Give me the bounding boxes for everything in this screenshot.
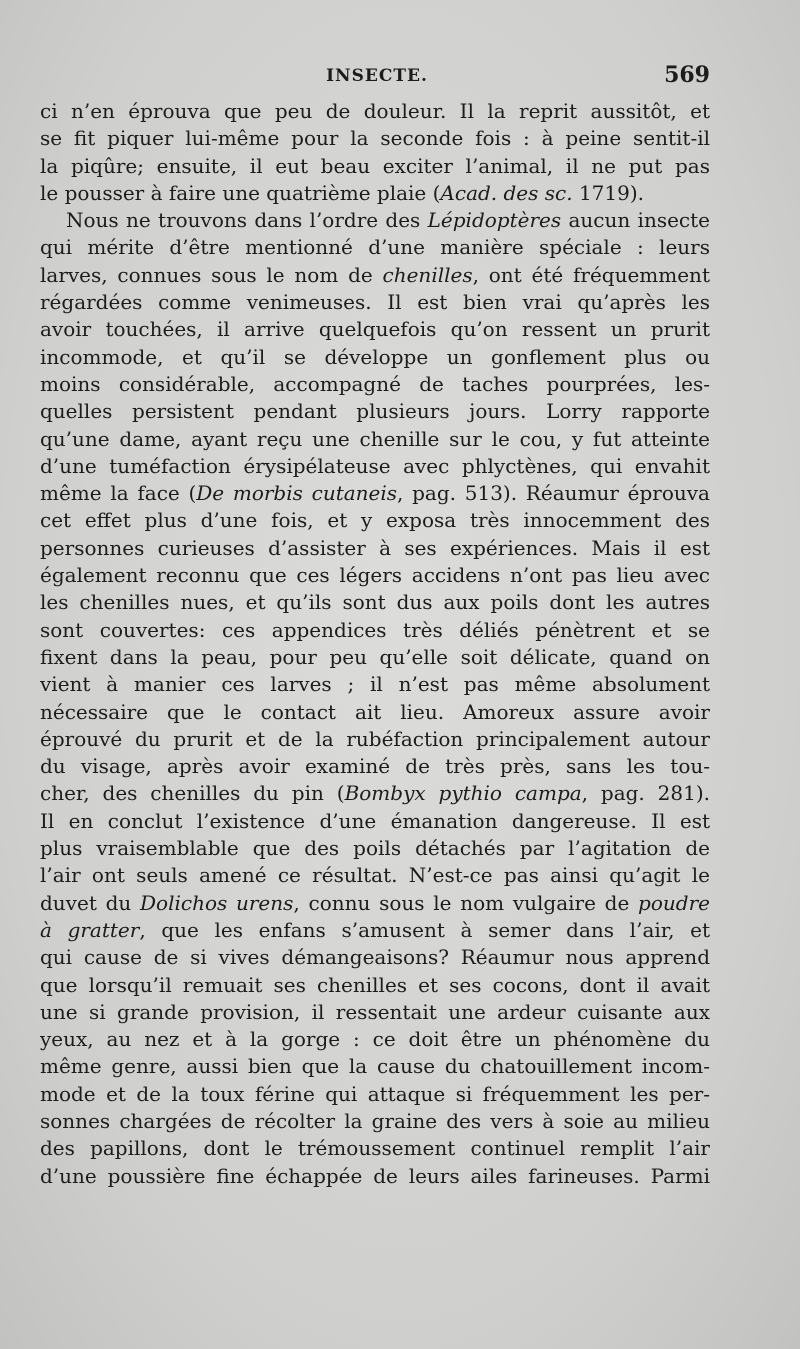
text-span: éprouvé du prurit et de la rubéfaction principalement autour (40, 726, 710, 751)
text-line (40, 671, 710, 698)
italic-text: à gratter (40, 917, 140, 942)
text-span: qu’une dame, ayant reçu une chenille sur le cou, y fut atteinte (40, 426, 710, 451)
italic-text: chenilles (382, 262, 473, 287)
text-line (40, 617, 710, 644)
text-line (40, 780, 710, 807)
text-span: mode et de la toux férine qui attaque si fréquemment les per- (40, 1081, 710, 1106)
text-span: l’air ont seuls amené ce résultat. N’est-ce pas ainsi qu’agit le (40, 863, 710, 888)
text-span: vient à manier ces larves ; il n’est pas même absolument (40, 672, 710, 697)
italic-text: Dolichos urens (140, 890, 294, 915)
text-line (40, 699, 710, 726)
text-line (40, 862, 710, 889)
text-line (40, 535, 710, 562)
text-span: régardées comme venimeuses. Il est bien vrai qu’après les (40, 290, 710, 315)
text-span: moins considérable, accompagné de taches pourprées, les- (40, 371, 710, 396)
text-span: duvet du (40, 890, 140, 915)
text-line (40, 944, 710, 971)
text-line (40, 589, 710, 616)
text-line (40, 917, 710, 944)
text-line (40, 153, 710, 180)
italic-text: De morbis cutaneis (196, 481, 398, 506)
text-span: incommode, et qu’il se développe un gonflement plus ou (40, 344, 710, 369)
text-line (40, 316, 710, 343)
text-span: , que les enfans s’amusent à semer dans l’air, et (139, 917, 710, 942)
text-span: , pag. 513). Réaumur éprouva (397, 481, 710, 506)
text-span: également reconnu que ces légers accidens n’ont pas lieu avec (40, 563, 710, 588)
text-span: cet effet plus d’une fois, et y exposa très innocemment des (40, 508, 710, 533)
page-number: 569 (664, 62, 710, 88)
text-line (40, 398, 710, 425)
text-span: , ont été fréquemment (472, 262, 710, 287)
text-span: une si grande provision, il ressentait une ardeur cuisante aux (40, 999, 710, 1024)
text-line (40, 808, 710, 835)
text-line (40, 644, 710, 671)
text-span: 1719). (572, 180, 645, 205)
italic-text: Lépidoptères (427, 208, 562, 233)
text-line (40, 1026, 710, 1053)
text-span: du visage, après avoir examiné de très près, sans les tou- (40, 754, 710, 779)
text-span: même genre, aussi bien que la cause du chatouillement incom- (40, 1054, 710, 1079)
text-line (40, 1108, 710, 1135)
text-span: yeux, au nez et à la gorge : ce doit être un phénomène du (40, 1027, 710, 1052)
text-span: le pousser à faire une quatrième plaie ( (40, 180, 441, 205)
text-span: des papillons, dont le trémoussement continuel remplit l’air (40, 1136, 710, 1161)
text-span: les chenilles nues, et qu’ils sont dus aux poils dont les autres (40, 590, 710, 615)
text-span: larves, connues sous le nom de (40, 262, 383, 287)
italic-text: Acad. des sc. (440, 180, 573, 205)
text-span: que lorsqu’il remuait ses chenilles et ses cocons, dont il avait (40, 972, 710, 997)
text-line (40, 835, 710, 862)
text-line (40, 453, 710, 480)
text-span: cher, des chenilles du pin ( (40, 781, 345, 806)
text-line (40, 1081, 710, 1108)
text-span: plus vraisemblable que des poils détachés par l’agitation de (40, 836, 710, 861)
text-span: fixent dans la peau, pour peu qu’elle soit délicate, quand on (40, 644, 710, 669)
text-line (40, 125, 710, 152)
running-title: INSECTE. (326, 66, 428, 86)
text-line (40, 562, 710, 589)
text-span: sonnes chargées de récolter la graine des vers à soie au milieu (40, 1108, 710, 1133)
text-span: aucun insecte (561, 208, 710, 233)
text-span: nécessaire que le contact ait lieu. Amoreux assure avoir (40, 699, 710, 724)
text-line (40, 972, 710, 999)
text-span: , connu sous le nom vulgaire de (293, 890, 639, 915)
text-line (40, 98, 710, 125)
text-line (40, 999, 710, 1026)
text-span: qui cause de si vives démangeaisons? Réaumur nous apprend (40, 945, 710, 970)
text-span: même la face ( (40, 481, 197, 506)
text-line (40, 1053, 710, 1080)
text-span: Il en conclut l’existence d’une émanation dangereuse. Il est (40, 808, 710, 833)
text-span: d’une poussière fine échappée de leurs ailes farineuses. Parmi (40, 1163, 710, 1188)
text-span: , pag. 281). (581, 781, 710, 806)
text-span: d’une tuméfaction érysipélateuse avec phlyctènes, qui envahit (40, 453, 710, 478)
text-line (40, 371, 710, 398)
italic-text: Bombyx pythio campa (344, 781, 582, 806)
text-span: se fit piquer lui-même pour la seconde fois : à peine sentit-il (40, 126, 710, 151)
text-span: avoir touchées, il arrive quelquefois qu’on ressent un prurit (40, 317, 710, 342)
text-span: qui mérite d’être mentionné d’une manière spéciale : leurs (40, 235, 710, 260)
running-head (44, 60, 710, 90)
text-line (40, 753, 710, 780)
text-span: personnes curieuses d’assister à ses expériences. Mais il est (40, 535, 710, 560)
text-line (40, 1135, 710, 1162)
text-span: Nous ne trouvons dans l’ordre des (66, 208, 428, 233)
text-span: quelles persistent pendant plusieurs jours. Lorry rapporte (40, 399, 710, 424)
text-line (40, 507, 710, 534)
text-span: ci n’en éprouva que peu de douleur. Il la reprit aussitôt, et (40, 99, 710, 123)
text-line (40, 426, 710, 453)
italic-text: poudre (638, 890, 710, 915)
text-line (40, 480, 710, 507)
text-line (40, 1163, 710, 1190)
body-text (40, 98, 710, 1190)
text-line (40, 234, 710, 261)
text-line (40, 207, 710, 234)
text-line (40, 726, 710, 753)
text-line (40, 180, 710, 207)
text-line (40, 289, 710, 316)
text-line (40, 344, 710, 371)
text-span: la piqûre; ensuite, il eut beau exciter l’animal, il ne put pas (40, 153, 710, 178)
text-span: sont couvertes: ces appendices très déliés pénètrent et se (40, 617, 710, 642)
text-line (40, 262, 710, 289)
text-line (40, 890, 710, 917)
